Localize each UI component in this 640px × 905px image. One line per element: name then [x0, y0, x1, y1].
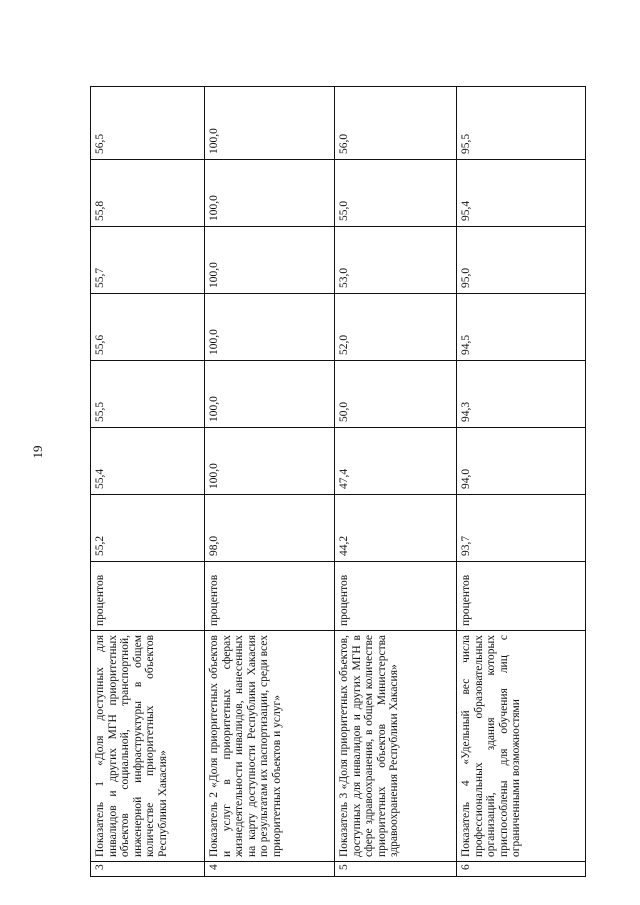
value-cell: 55,7 [91, 227, 205, 294]
value-cell: 95,5 [457, 87, 586, 160]
indicator-table [90, 86, 586, 877]
value-cell: 50,0 [335, 361, 457, 428]
value-cell: 55,2 [91, 495, 205, 562]
value-cell: 47,4 [335, 428, 457, 495]
value-cell: 55,8 [91, 160, 205, 227]
unit-cell: процентов [457, 562, 586, 631]
table-row [205, 87, 335, 877]
value-cell: 94,0 [457, 428, 586, 495]
value-cell: 56,5 [91, 87, 205, 160]
value-cell: 98,0 [205, 495, 335, 562]
value-cell: 53,0 [335, 227, 457, 294]
indicator-description: Показатель 4 «Удельный вес числа профессиональных образовательных организаций, здания которых приспособлены для обучения лиц с ограниченными возможностями [457, 631, 586, 862]
value-cell: 95,4 [457, 160, 586, 227]
value-cell: 94,5 [457, 294, 586, 361]
value-cell: 55,5 [91, 361, 205, 428]
table-row [335, 87, 457, 877]
value-cell: 55,0 [335, 160, 457, 227]
unit-cell: процентов [91, 562, 205, 631]
value-cell: 100,0 [205, 87, 335, 160]
value-cell: 100,0 [205, 294, 335, 361]
value-cell: 52,0 [335, 294, 457, 361]
indicator-table-rotated [90, 87, 585, 877]
value-cell: 100,0 [205, 227, 335, 294]
value-cell: 95,0 [457, 227, 586, 294]
row-number: 3 [91, 862, 205, 877]
value-cell: 55,4 [91, 428, 205, 495]
value-cell: 94,3 [457, 361, 586, 428]
value-cell: 44,2 [335, 495, 457, 562]
row-number: 4 [205, 862, 335, 877]
value-cell: 100,0 [205, 361, 335, 428]
row-number: 6 [457, 862, 586, 877]
unit-cell: процентов [335, 562, 457, 631]
value-cell: 100,0 [205, 160, 335, 227]
indicator-description: Показатель 3 «Доля приоритетных объектов, доступных для инвалидов и других МГН в сфере здравоохранения, в общем количестве приоритетных объектов Министерства здравоохранения Республики Хакасия» [335, 631, 457, 862]
table-row [457, 87, 586, 877]
value-cell: 56,0 [335, 87, 457, 160]
value-cell: 55,6 [91, 294, 205, 361]
table-row [91, 87, 205, 877]
indicator-description: Показатель 2 «Доля приоритетных объектов и услуг в приоритетных сферах жизнедеятельности инвалидов, нанесенных на карту доступности Республики Хакасия по результатам их паспортизации, среди всех приоритетных объектов и услуг» [205, 631, 335, 862]
page-number: 19 [30, 445, 45, 459]
row-number: 5 [335, 862, 457, 877]
value-cell: 100,0 [205, 428, 335, 495]
value-cell: 93,7 [457, 495, 586, 562]
indicator-description: Показатель 1 «Доля доступных для инвалидов и других МГН приоритетных объектов социальной, транспортной, инженерной инфраструктуры в общем количестве приоритетных объектов Республики Хакасия» [91, 631, 205, 862]
unit-cell: процентов [205, 562, 335, 631]
